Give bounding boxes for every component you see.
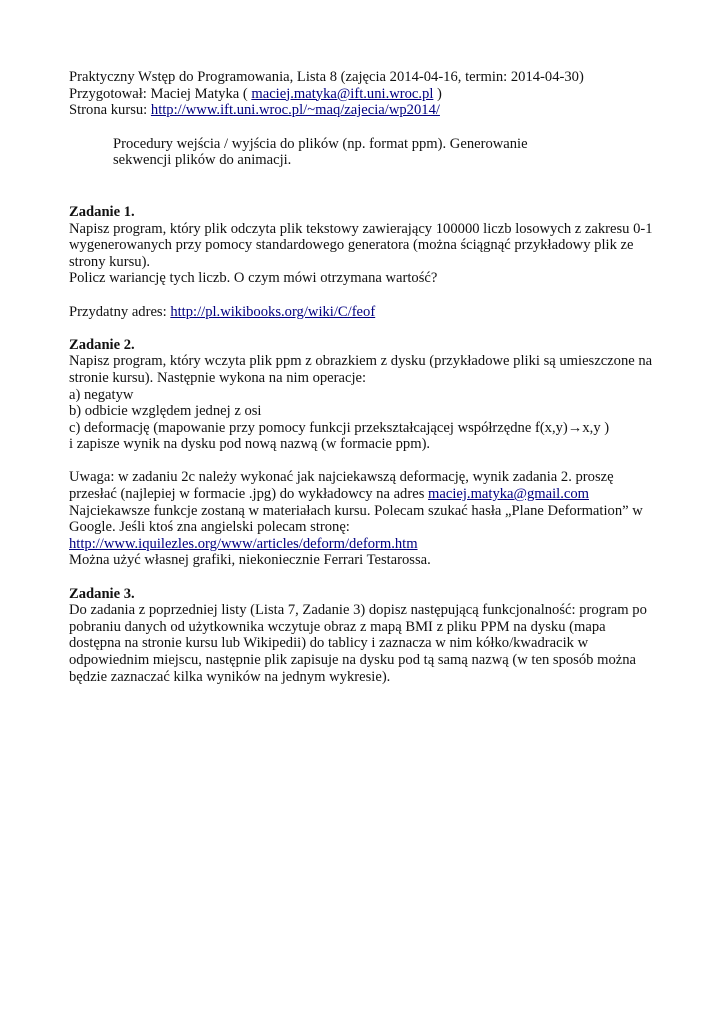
task-2-line: Napisz program, który wczyta plik ppm z obrazkiem z dysku (przykładowe pliki są umieszczone na [69,353,653,370]
course-page-link[interactable]: http://www.ift.uni.wroc.pl/~maq/zajecia/wp2014/ [150,102,440,119]
task-3-heading: Zadanie 3. [69,585,135,602]
task-2-heading: Zadanie 2. [69,336,135,353]
task-2-note-line: Uwaga: w zadaniu 2c należy wykonać jak najciekawszą deformację, wynik zadania 2. proszę [69,469,614,486]
task-2-line: a) negatyw [69,386,134,403]
header-author [69,86,669,103]
task-2-note-line [69,486,669,503]
author-email-link[interactable]: maciej.matyka@ift.uni.wroc.pl [251,85,434,102]
task-1 [69,204,669,320]
author-prefix: Przygotował: Maciej Matyka ( [69,85,252,102]
task-1-line: strony kursu). [69,253,151,270]
task-2-note-line: Google. Jeśli ktoś zna angielski polecam stronę: [69,519,350,536]
task-2-note-line [69,536,669,553]
task-1-line: Napisz program, który plik odczyta plik tekstowy zawierający 100000 liczb losowych z zakresu 0-1 [69,220,653,237]
intro-paragraph [69,136,669,169]
header-course-page [69,102,669,119]
task-2-note-line: Można użyć własnej grafiki, niekoniecznie Ferrari Testarossa. [69,552,431,569]
task-2-line: c) deformację (mapowanie przy pomocy funkcji przekształcającej współrzędne f(x,y)→x,y ) [69,419,610,436]
document-header [69,69,669,119]
task-3-line: pobraniu danych od użytkownika wczytuje obraz z mapą BMI z pliku PPM na dysku (mapa [69,618,606,635]
intro-line: Procedury wejścia / wyjścia do plików (np. format ppm). Generowanie [113,135,528,152]
deform-article-link[interactable]: http://www.iquilezles.org/www/articles/deform/deform.htm [69,535,418,552]
intro-line: sekwencji plików do animacji. [113,152,292,169]
header-title: Praktyczny Wstęp do Programowania, Lista 8 (zajęcia 2014-04-16, termin: 2014-04-30) [69,69,584,85]
task-2-note-line: Najciekawsze funkcje zostaną w materiałach kursu. Polecam szukać hasła „Plane Deformation” w [69,502,643,519]
task-3 [69,586,669,686]
task-1-heading: Zadanie 1. [69,203,135,220]
task-1-useful-address [69,304,669,321]
task-3-line: odpowiednim miejscu, następnie plik zapisuje na dysku pod tą samą nazwą (w ten sposób można [69,652,636,668]
task-2-line: i zapisze wynik na dysku pod nową nazwą (w formacie ppm). [69,436,431,453]
note-send-prefix: przesłać (najlepiej w formacie .jpg) do wykładowcy na adres [69,486,429,503]
task-2 [69,337,669,569]
task-1-line: Policz wariancję tych liczb. O czym mówi otrzymana wartość? [69,270,438,287]
feof-link[interactable]: http://pl.wikibooks.org/wiki/C/feof [170,303,376,320]
task-1-line: wygenerowanych przy pomocy standardowego generatora (można ściągnąć przykładowy plik ze [69,237,634,254]
lecturer-email-link[interactable]: maciej.matyka@gmail.com [428,486,589,503]
task-3-line: Do zadania z poprzedniej listy (Lista 7, Zadanie 3) dopisz następującą funkcjonalność: program po [69,602,647,619]
useful-address-prefix: Przydatny adres: [69,303,171,320]
document-page [69,69,669,685]
task-3-line: dostępna na stronie kursu lub Wikipedii) do tablicy i zaznacza w nim kółko/kwadracik w [69,635,589,652]
task-3-line: będzie zaznaczać kilka wyników na jednym wykresie). [69,668,391,685]
task-2-line: b) odbicie względem jednej z osi [69,403,262,420]
author-suffix: ) [433,85,442,102]
task-2-line: stronie kursu). Następnie wykona na nim operacje: [69,369,367,386]
course-page-prefix: Strona kursu: [69,102,151,119]
